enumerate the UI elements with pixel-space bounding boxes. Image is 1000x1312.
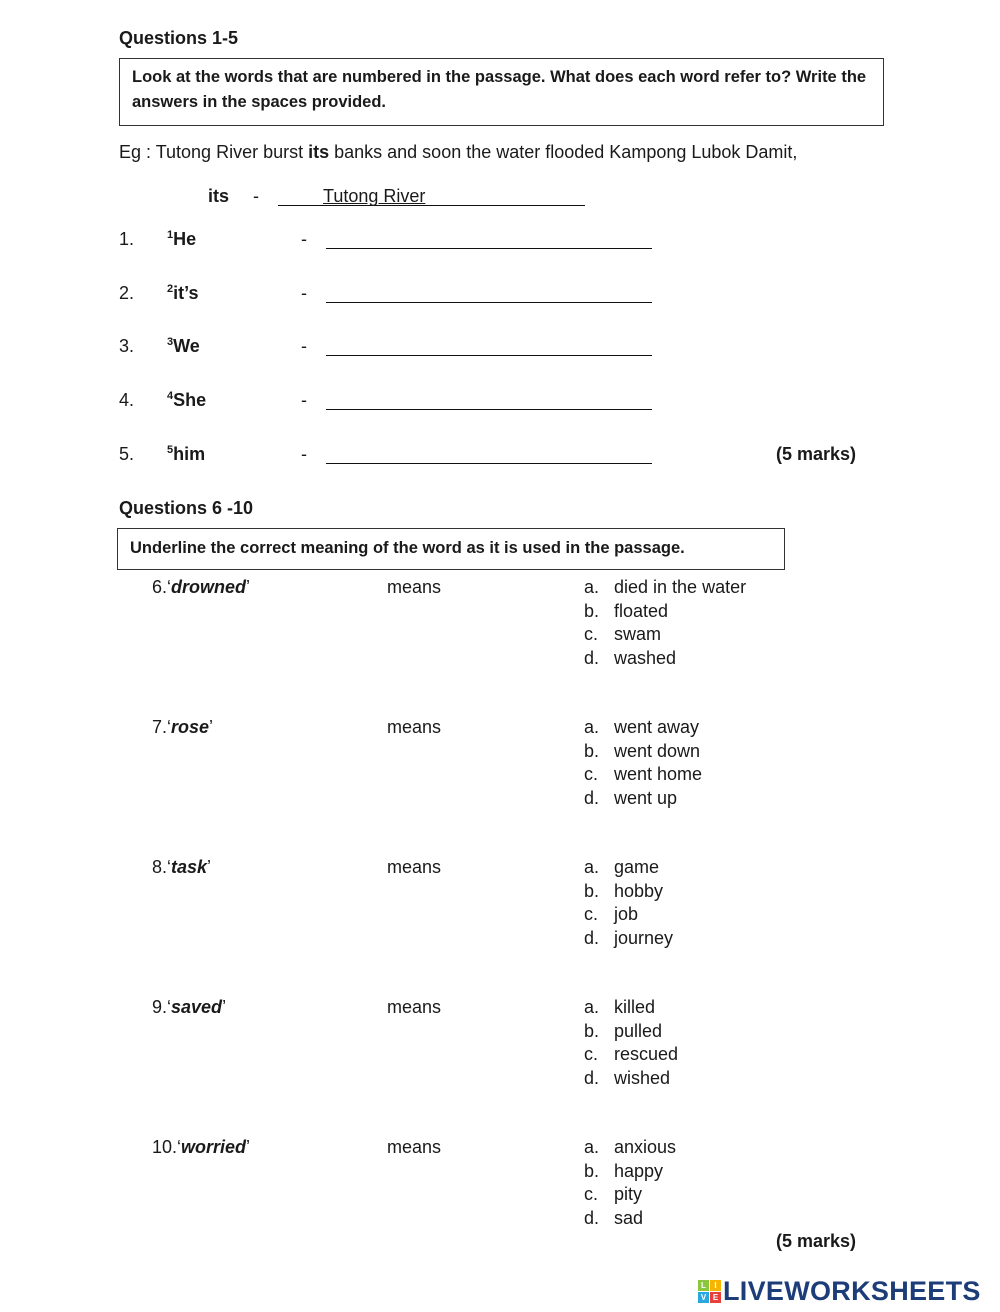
word-text: him: [173, 444, 206, 464]
option-c[interactable]: [584, 764, 702, 785]
means-label: means: [387, 717, 442, 737]
option-letter: a.: [584, 857, 600, 877]
option-c[interactable]: [584, 904, 638, 925]
answer-input-2[interactable]: [326, 280, 652, 303]
option-letter: d.: [584, 927, 600, 948]
vocab-word: worried: [181, 1137, 247, 1157]
option-letter: b.: [584, 1160, 600, 1181]
word-text: She: [173, 390, 207, 410]
question-number: 2.: [119, 283, 135, 303]
section2-heading: Questions 6 -10: [119, 498, 254, 518]
dash: -: [301, 390, 307, 410]
option-text: journey: [614, 927, 674, 948]
answer-input-1[interactable]: [326, 226, 652, 249]
example-bold-word: its: [308, 142, 330, 162]
means-label: means: [387, 577, 442, 597]
option-text: swam: [614, 624, 662, 644]
word-superscript: 2: [167, 283, 174, 295]
option-d[interactable]: [584, 1208, 643, 1229]
option-b[interactable]: [584, 1161, 663, 1182]
vocab-word: rose: [171, 717, 210, 737]
option-letter: d.: [584, 787, 600, 808]
option-text: happy: [614, 1160, 664, 1181]
means-label: means: [387, 857, 442, 877]
word-text: it’s: [173, 283, 199, 303]
referent-word: [167, 444, 205, 465]
question-number: 1.: [119, 229, 135, 249]
option-text: pity: [614, 1184, 643, 1204]
means-label: means: [387, 1137, 442, 1157]
section2-instruction: Underline the correct meaning of the word as it is used in the passage.: [130, 539, 685, 557]
dash: -: [301, 444, 307, 464]
word-text: He: [173, 229, 197, 249]
option-text: hobby: [614, 880, 664, 901]
option-text: went down: [614, 740, 701, 761]
option-a[interactable]: [584, 717, 699, 738]
option-a[interactable]: [584, 857, 659, 878]
option-letter: c.: [584, 624, 599, 644]
option-text: washed: [614, 647, 677, 668]
option-text: killed: [614, 997, 656, 1017]
option-c[interactable]: [584, 1044, 678, 1065]
section2-marks: (5 marks): [776, 1231, 857, 1251]
option-a[interactable]: [584, 1137, 676, 1158]
word-superscript: 5: [167, 444, 174, 456]
option-c[interactable]: [584, 624, 661, 645]
question-number: 9.‘saved’: [152, 997, 227, 1017]
option-a[interactable]: [584, 997, 655, 1018]
dash: -: [301, 229, 307, 249]
question-number: 6.‘drowned’: [152, 577, 251, 597]
word-text: We: [173, 336, 200, 356]
section1-instruction: Look at the words that are numbered in the passage. What does each word refer to? Write the answers in the spaces provided.: [132, 68, 867, 111]
vocab-word: saved: [171, 997, 223, 1017]
option-text: sad: [614, 1207, 644, 1228]
option-letter: a.: [584, 1137, 600, 1157]
liveworksheets-logo: [698, 1276, 981, 1307]
option-b[interactable]: [584, 741, 700, 762]
question-num: 7.: [152, 717, 168, 737]
question-num: 6.: [152, 577, 168, 597]
word-superscript: 3: [167, 336, 174, 348]
question-number: 10.‘worried’: [152, 1137, 251, 1157]
logo-tiles-icon: L I V E: [698, 1280, 721, 1303]
option-d[interactable]: [584, 928, 673, 949]
means-label: means: [387, 997, 442, 1017]
option-letter: b.: [584, 600, 600, 621]
example-word: its: [208, 186, 230, 206]
option-letter: b.: [584, 1020, 600, 1041]
option-text: pulled: [614, 1020, 663, 1041]
logo-text: LIVEWORKSHEETS: [723, 1276, 981, 1306]
section1-marks: (5 marks): [776, 444, 857, 464]
answer-input-5[interactable]: [326, 441, 652, 464]
option-letter: c.: [584, 764, 599, 784]
option-letter: a.: [584, 997, 600, 1017]
referent-word: [167, 229, 196, 250]
word-superscript: 1: [167, 229, 174, 241]
option-letter: c.: [584, 904, 599, 924]
question-number: 5.: [119, 444, 135, 464]
section1-instruction-box: [119, 58, 884, 126]
option-letter: d.: [584, 1207, 600, 1228]
option-text: went home: [614, 764, 703, 784]
answer-input-3[interactable]: [326, 333, 652, 356]
word-superscript: 4: [167, 390, 174, 402]
option-letter: b.: [584, 880, 600, 901]
question-num: 9.: [152, 997, 168, 1017]
option-text: rescued: [614, 1044, 679, 1064]
option-d[interactable]: [584, 788, 677, 809]
question-number: 8.‘task’: [152, 857, 212, 877]
option-text: floated: [614, 600, 669, 621]
vocab-word: task: [171, 857, 208, 877]
option-letter: b.: [584, 740, 600, 761]
option-d[interactable]: [584, 1068, 670, 1089]
option-text: job: [614, 904, 639, 924]
option-text: wished: [614, 1067, 671, 1088]
question-number: 7.‘rose’: [152, 717, 214, 737]
option-letter: a.: [584, 577, 600, 597]
option-c[interactable]: [584, 1184, 642, 1205]
option-text: went up: [614, 787, 678, 808]
example-suffix: banks and soon the water flooded Kampong Lubok Damit,: [329, 142, 798, 162]
question-number: 4.: [119, 390, 135, 410]
dash: -: [301, 336, 307, 356]
vocab-word: drowned: [171, 577, 247, 597]
option-b[interactable]: [584, 881, 663, 902]
answer-input-4[interactable]: [326, 387, 652, 410]
question-number: 3.: [119, 336, 135, 356]
referent-word: [167, 390, 206, 411]
option-b[interactable]: [584, 601, 668, 622]
option-letter: a.: [584, 717, 600, 737]
example-answer: Tutong River: [323, 186, 426, 206]
option-letter: d.: [584, 1067, 600, 1088]
section1-heading: Questions 1-5: [119, 28, 239, 48]
option-letter: c.: [584, 1044, 599, 1064]
option-text: went away: [614, 717, 700, 737]
referent-word: [167, 336, 200, 357]
section2-instruction-box: [117, 528, 785, 570]
option-text: anxious: [614, 1137, 677, 1157]
referent-word: [167, 283, 198, 304]
question-num: 10.: [152, 1137, 178, 1157]
dash: -: [301, 283, 307, 303]
option-letter: c.: [584, 1184, 599, 1204]
example-prefix: Eg : Tutong River burst: [119, 142, 309, 162]
option-text: game: [614, 857, 660, 877]
option-a[interactable]: [584, 577, 746, 598]
example-sentence: [119, 142, 797, 163]
option-letter: d.: [584, 647, 600, 668]
question-num: 8.: [152, 857, 168, 877]
option-text: died in the water: [614, 577, 747, 597]
option-d[interactable]: [584, 648, 676, 669]
option-b[interactable]: [584, 1021, 662, 1042]
example-dash: -: [253, 186, 259, 206]
